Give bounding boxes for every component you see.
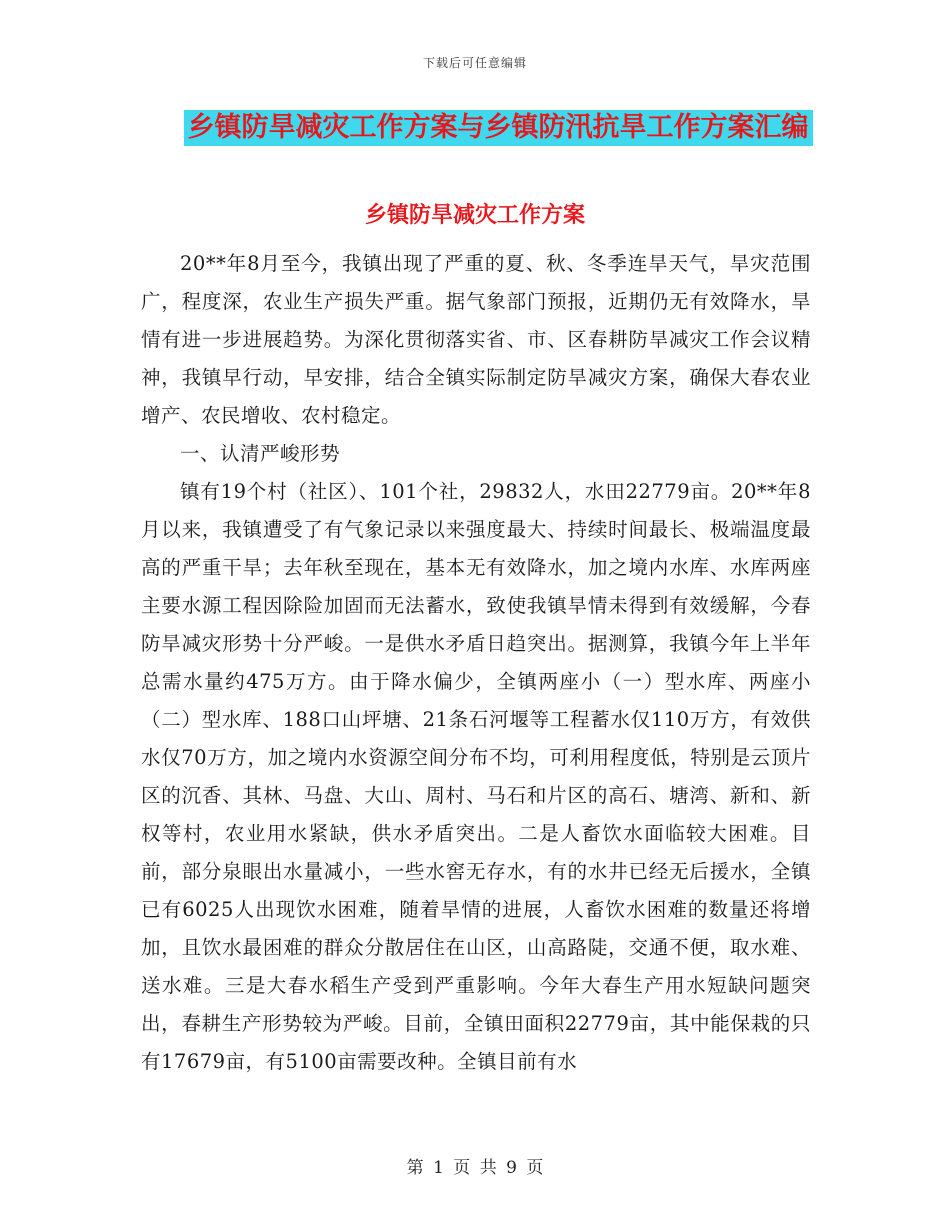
page-header-note: 下载后可任意编辑: [422, 56, 527, 70]
section-title: 乡镇防旱减灾工作方案: [364, 203, 585, 228]
paragraph-intro: 20**年8月至今，我镇出现了严重的夏、秋、冬季连旱天气，旱灾范围广，程度深，农业生产损失严重。据气象部门预报，近期仍无有效降水，旱情有进一步进展趋势。为深化贯彻落实省、市、区春耕防旱减灾工作会议精神，我镇早行动，早安排，结合全镇实际制定防旱减灾方案，确保大春农业增产、农民增收、农村稳定。: [141, 252, 811, 427]
heading-situation: 一、认清严峻形势: [180, 442, 341, 465]
document-title-block: [0, 110, 950, 146]
document-title: 乡镇防旱减灾工作方案与乡镇防汛抗旱工作方案汇编: [184, 110, 813, 146]
paragraph-situation: 镇有19个村（社区）、101个社，29832人，水田22779亩。20**年8月以来，我镇遭受了有气象记录以来强度最大、持续时间最长、极端温度最高的严重干旱；去年秋至现在，基本无有效降水，加之境内水库、水库两座主要水源工程因除险加固而无法蓄水，致使我镇旱情未得到有效缓解，今春防旱减灾形势十分严峻。一是供水矛盾日趋突出。据测算，我镇今年上半年总需水量约475万方。由于降水偏少，全镇两座小（一）型水库、两座小（二）型水库、188口山坪塘、21条石河堰等工程蓄水仅110万方，有效供水仅70万方，加之境内水资源空间分布不均，可利用程度低，特别是云顶片区的沉香、其林、马盘、大山、周村、马石和片区的高石、塘湾、新和、新权等村，农业用水紧缺，供水矛盾突出。二是人畜饮水面临较大困难。目前，部分泉眼出水量减小，一些水窖无存水，有的水井已经无后援水，全镇已有6025人出现饮水困难，随着旱情的进展，人畜饮水困难的数量还将增加，且饮水最困难的群众分散居住在山区，山高路陡，交通不便，取水难、送水难。三是大春水稻生产受到严重影响。今年大春生产用水短缺问题突出，春耕生产形势较为严峻。目前，全镇田面积22779亩，其中能保栽的只有17679亩，有5100亩需要改种。全镇目前有水: [141, 480, 811, 1073]
document-body: [141, 245, 811, 1081]
page-footer: 第 1 页 共 9 页: [406, 1158, 544, 1178]
